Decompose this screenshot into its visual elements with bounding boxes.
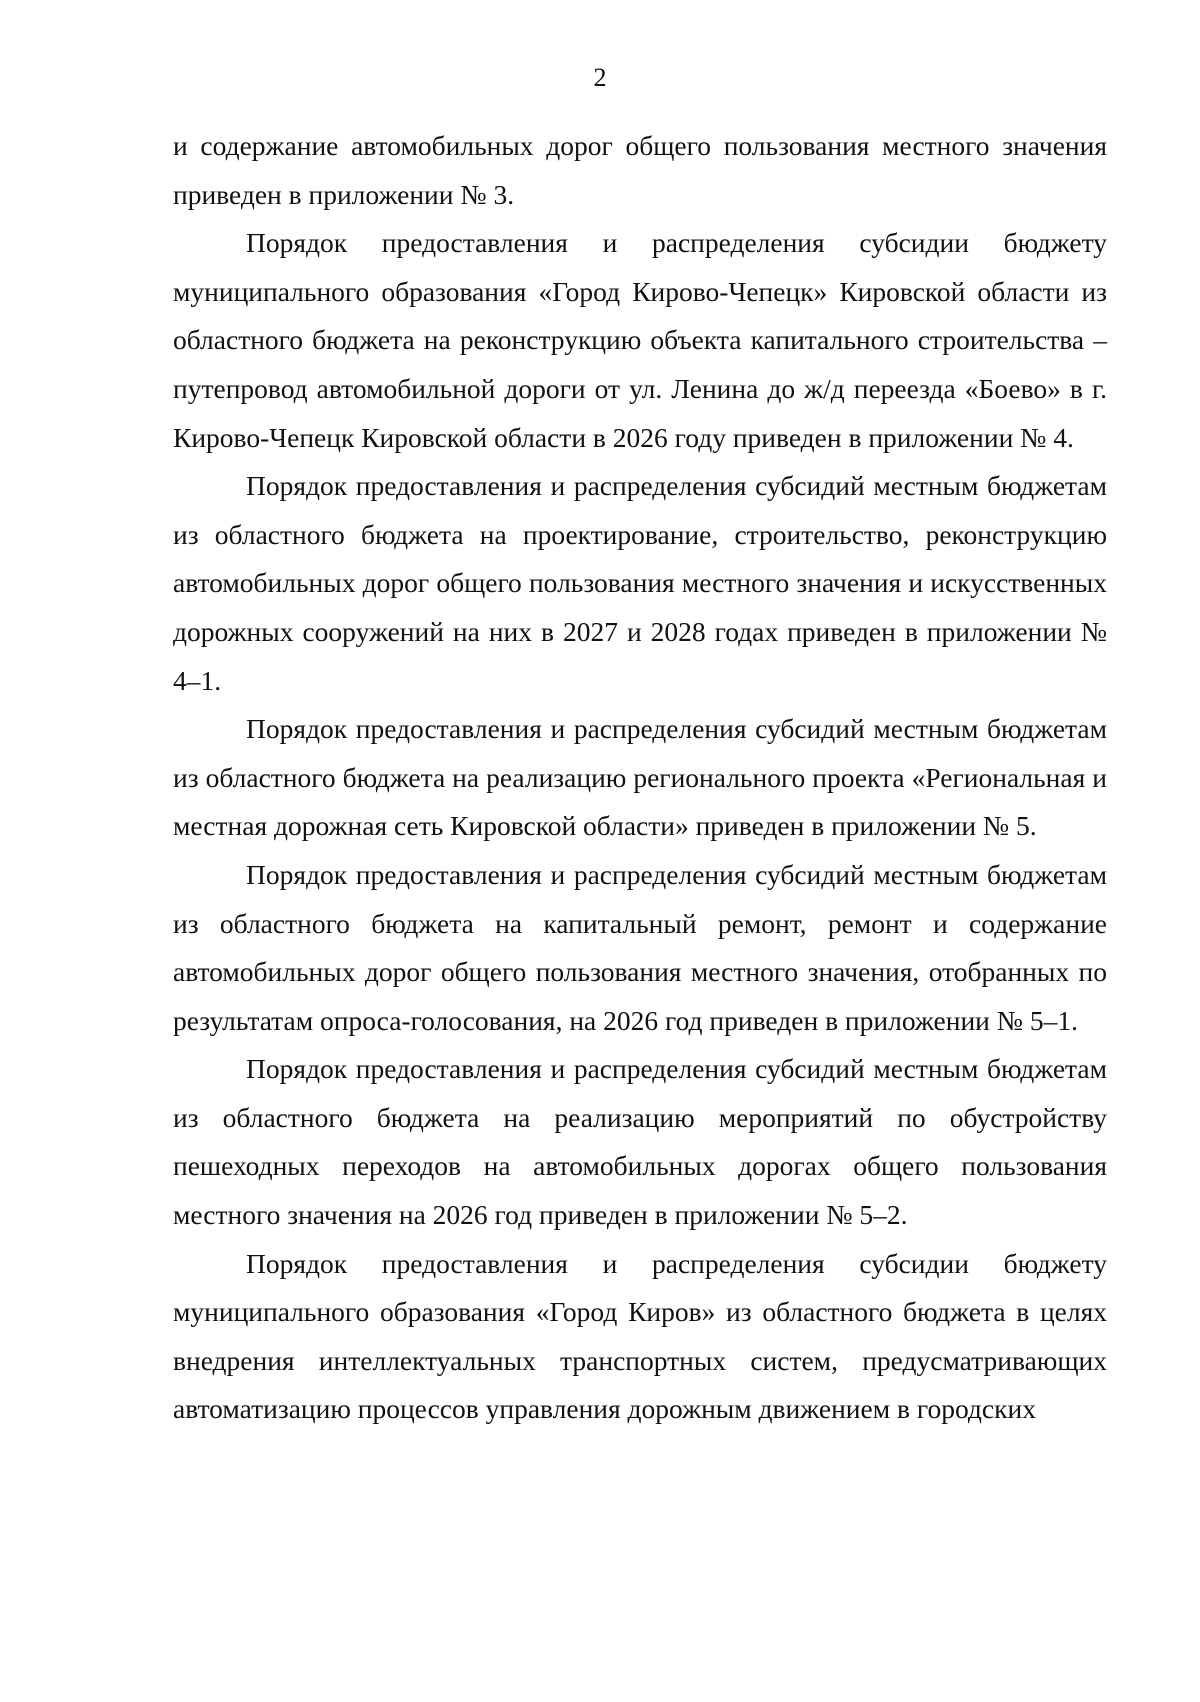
paragraph-kirov-transport-systems: Порядок предоставления и распределения субсидии бюджету муниципального образования «Город Киров» из областного бюджета в целях внедрения интеллектуальных транспортных систем, предусматривающих автоматизацию процессов управления дорожным движением в городских (173, 1247, 1107, 1425)
paragraph-appendix-4-1: Порядок предоставления и распределения субсидий местным бюджетам из областного бюджета на проектирование, строительство, реконструкцию автомобильных дорог общего пользования местного значения и искусственных дорожных сооружений на них в 2027 и 2028 годах приведен в приложении № 4–1. (173, 470, 1107, 696)
paragraph-appendix-4: Порядок предоставления и распределения субсидии бюджету муниципального образования «Город Кирово-Чепецк» Кировской области из областного бюджета на реконструкцию объекта капитального строительства – путепровод автомобильной дороги от ул. Ленина до ж/д переезда «Боево» в г. Кирово-Чепецк Кировской области в 2026 году приведен в приложении № 4. (173, 227, 1107, 453)
paragraph-continuation: и содержание автомобильных дорог общего пользования местного значения приведен в приложении № 3. (173, 130, 1107, 210)
document-body (173, 122, 1107, 1434)
page-number: 2 (593, 63, 607, 92)
paragraph-appendix-5: Порядок предоставления и распределения субсидий местным бюджетам из областного бюджета на реализацию регионального проекта «Региональная и местная дорожная сеть Кировской области» приведен в приложении № 5. (173, 713, 1107, 842)
paragraph-appendix-5-2: Порядок предоставления и распределения субсидий местным бюджетам из областного бюджета на реализацию мероприятий по обустройству пешеходных переходов на автомобильных дорогах общего пользования местного значения на 2026 год приведен в приложении № 5–2. (173, 1053, 1107, 1231)
paragraph-appendix-5-1: Порядок предоставления и распределения субсидий местным бюджетам из областного бюджета на капитальный ремонт, ремонт и содержание автомобильных дорог общего пользования местного значения, отобранных по результатам опроса-голосования, на 2026 год приведен в приложении № 5–1. (173, 858, 1107, 1036)
